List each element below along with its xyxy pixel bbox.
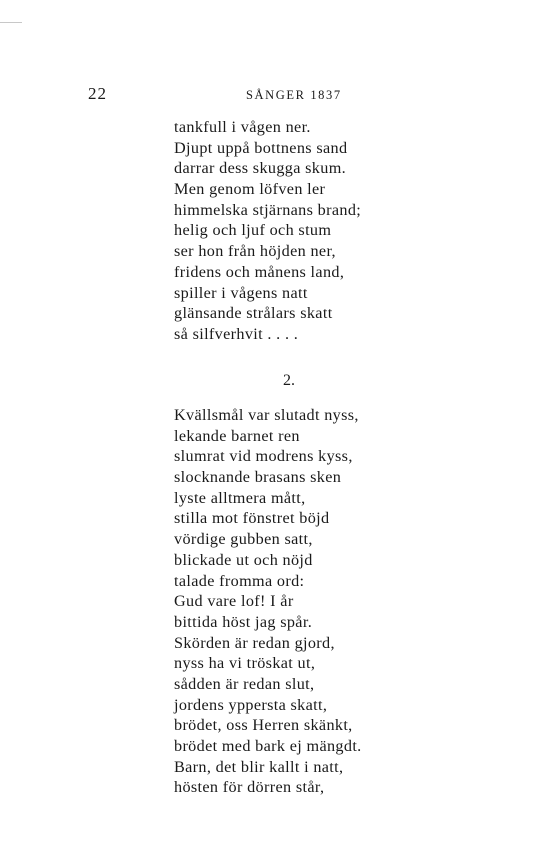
poem-line: bittida höst jag spår. (174, 612, 313, 631)
section-number: 2. (283, 372, 295, 389)
poem-stanza-2 (174, 405, 362, 798)
poem-line: Barn, det blir kallt i natt, (174, 757, 344, 776)
poem-line: Men genom löfven ler (174, 180, 326, 199)
page-number: 22 (88, 84, 107, 103)
poem-line: Skörden är redan gjord, (174, 633, 335, 652)
poem-line: brödet, oss Herren skänkt, (174, 716, 353, 735)
poem-line: sådden är redan slut, (174, 674, 315, 693)
poem-line: tankfull i vågen ner. (174, 118, 311, 136)
poem-line: blickade ut och nöjd (174, 550, 313, 569)
poem-line: Kvällsmål var slutadt nyss, (174, 406, 359, 424)
poem-line: slocknande brasans sken (174, 468, 342, 487)
page-edge-mark (0, 22, 22, 23)
poem-line: glänsande strålars skatt (174, 304, 333, 323)
poem-line: nyss ha vi tröskat ut, (174, 654, 316, 673)
poem-line: talade fromma ord: (174, 571, 305, 590)
poem-line: jordens yppersta skatt, (174, 695, 328, 714)
poem-line: spiller i vågens natt (174, 283, 308, 302)
poem-line: lyste alltmera mått, (174, 488, 306, 507)
poem-line: brödet med bark ej mängdt. (174, 737, 362, 755)
poem-line: helig och ljuf och stum (174, 221, 332, 240)
poem-line: Djupt uppå bottnens sand (174, 138, 348, 157)
poem-line: Gud vare lof! I år (174, 592, 294, 611)
poem-line: fridens och månens land, (174, 262, 345, 281)
poem-line: så silfverhvit . . . . (174, 324, 299, 343)
poem-line: stilla mot fönstret böjd (174, 509, 330, 528)
poem-line: ser hon från höjden ner, (174, 242, 336, 261)
running-title: SÅNGER 1837 (246, 88, 342, 102)
poem-stanza-1 (174, 117, 361, 345)
poem-line: himmelska stjärnans brand; (174, 200, 362, 219)
poem-line: lekande barnet ren (174, 426, 300, 445)
poem-line: slumrat vid modrens kyss, (174, 447, 353, 466)
poem-line: hösten för dörren står, (174, 778, 325, 797)
poem-line: darrar dess skugga skum. (174, 159, 347, 178)
poem-line: vördige gubben satt, (174, 530, 313, 549)
